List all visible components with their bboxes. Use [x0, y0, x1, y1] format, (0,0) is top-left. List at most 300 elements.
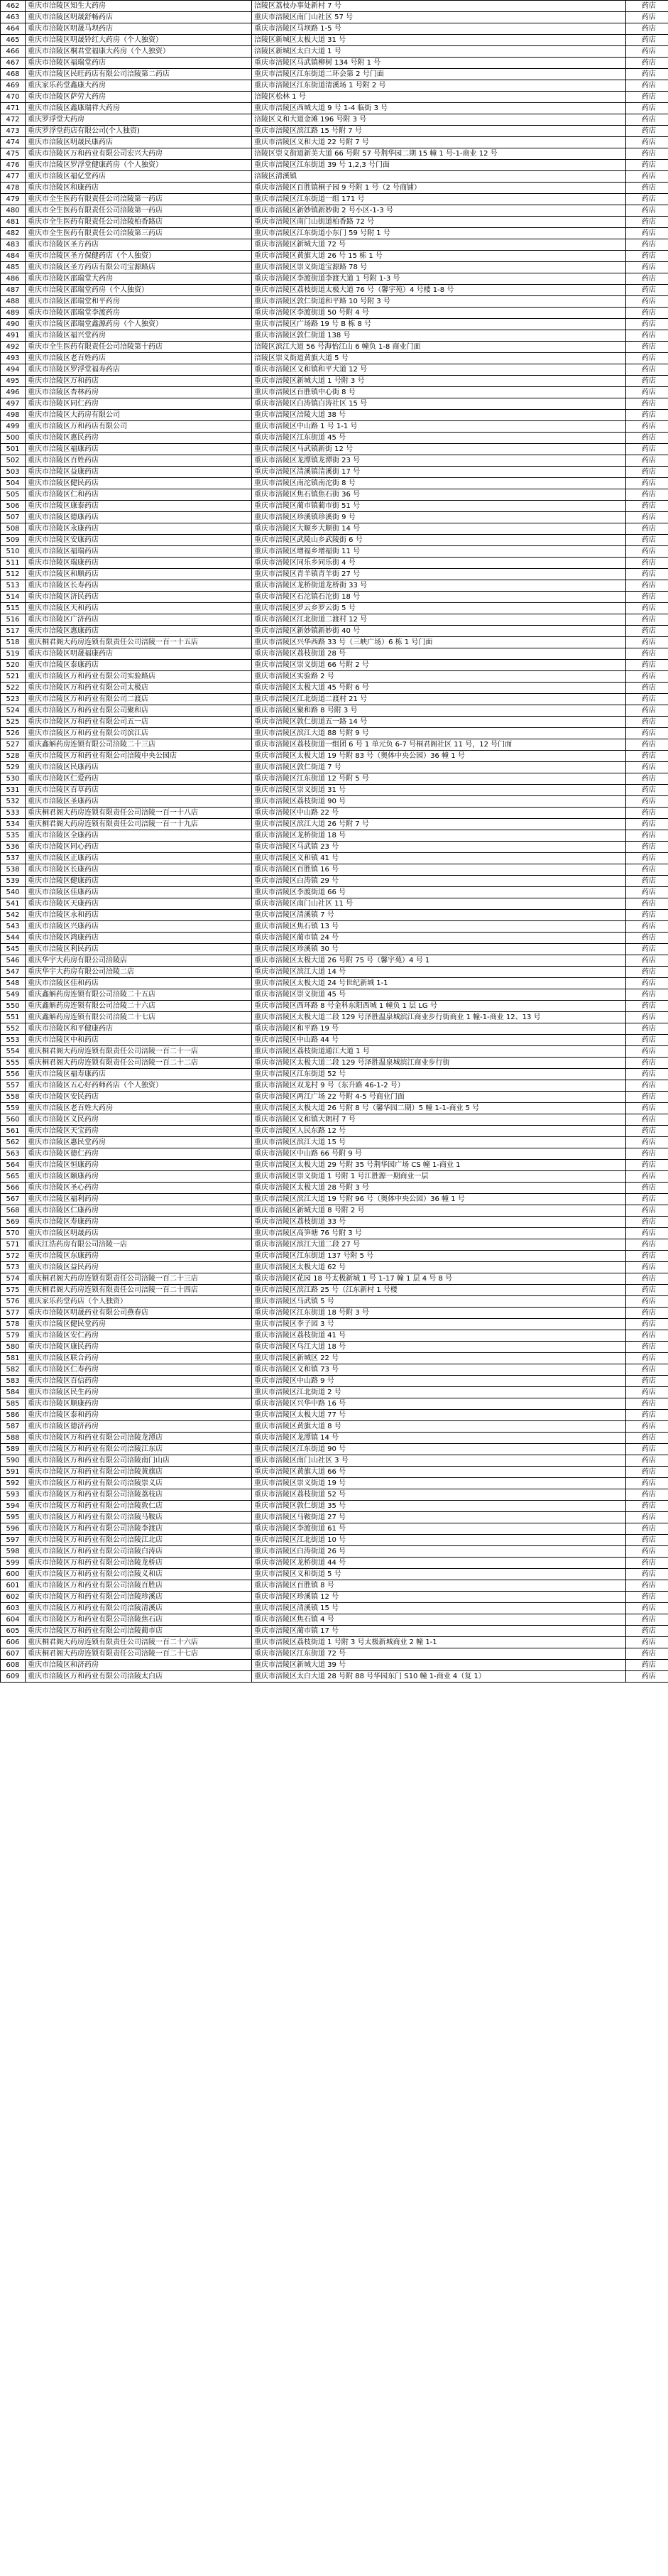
row-number-cell: 585 [1, 1398, 26, 1410]
row-number-cell: 566 [1, 1183, 26, 1194]
address-cell: 重庆市涪陵区南门山社区 11 号 [252, 898, 626, 910]
table-row [1, 35, 668, 46]
address-cell: 重庆市涪陵区龙桥街道 44 号 [252, 1558, 626, 1569]
category-cell: 药店 [626, 944, 668, 955]
address-cell: 涪陵区滨江大道 56 号海怡江山 6 幢负 1-8 商业门面 [252, 342, 626, 353]
pharmacy-name-cell: 重庆市涪陵区惠民堂药房 [26, 1137, 252, 1148]
address-cell: 重庆市涪陵区江东街道二环会第 2 号门面 [252, 69, 626, 80]
pharmacy-name-cell: 重庆市涪陵区杏林药房 [26, 387, 252, 398]
table-row [1, 205, 668, 217]
address-cell: 重庆市涪陵区太极大道 62 号 [252, 1262, 626, 1273]
category-cell: 药店 [626, 1137, 668, 1148]
table-row [1, 103, 668, 114]
pharmacy-name-cell: 重庆市涪陵区罗浮堂健康药房（个人独资） [26, 160, 252, 171]
category-cell: 药店 [626, 353, 668, 364]
table-row [1, 1387, 668, 1398]
category-cell: 药店 [626, 523, 668, 535]
table-row [1, 353, 668, 364]
row-number-cell: 587 [1, 1421, 26, 1433]
table-row [1, 1637, 668, 1648]
row-number-cell: 529 [1, 762, 26, 773]
row-number-cell: 514 [1, 592, 26, 603]
address-cell: 重庆市涪陵区兴华中路 16 号 [252, 1398, 626, 1410]
pharmacy-name-cell: 重庆市涪陵区德康药店 [26, 512, 252, 523]
address-cell: 重庆市涪陵区同乐乡同乐街 4 号 [252, 558, 626, 569]
category-cell: 药店 [626, 478, 668, 489]
address-cell: 重庆市涪陵区珍溪镇珍溪街 9 号 [252, 512, 626, 523]
pharmacy-name-cell: 重庆罗浮堂药店有限公司(个人独资) [26, 126, 252, 137]
address-cell: 重庆市涪陵区南门山街道柏香路 72 号 [252, 217, 626, 228]
address-cell: 重庆市涪陵区义和镇 41 号 [252, 853, 626, 864]
category-cell: 药店 [626, 296, 668, 308]
pharmacy-name-cell: 重庆市涪陵区万和药业有限公司涪陵马鞍店 [26, 1512, 252, 1523]
address-cell: 重庆市涪陵区马武镇柳树 134 号附 1 号 [252, 58, 626, 69]
row-number-cell: 608 [1, 1660, 26, 1671]
address-cell: 重庆市涪陵区实验路 2 号 [252, 671, 626, 683]
row-number-cell: 506 [1, 501, 26, 512]
pharmacy-name-cell: 重庆市涪陵区万和药业有限公司太极店 [26, 683, 252, 694]
table-row [1, 444, 668, 455]
pharmacy-name-cell: 重庆市涪陵区福利药房 [26, 1194, 252, 1205]
category-cell: 药店 [626, 376, 668, 387]
table-row [1, 92, 668, 103]
address-cell: 重庆市涪陵区增福乡增福街 11 号 [252, 546, 626, 558]
row-number-cell: 603 [1, 1603, 26, 1614]
category-cell: 药店 [626, 717, 668, 728]
row-number-cell: 538 [1, 864, 26, 876]
address-cell: 重庆市涪陵区敦仁街道 138 号 [252, 330, 626, 342]
address-cell: 重庆市涪陵区清溪镇清溪街 17 号 [252, 467, 626, 478]
address-cell: 重庆市涪陵区江东街道 52 号 [252, 1069, 626, 1080]
pharmacy-name-cell: 重庆市涪陵区万和药业有限公司涪陵龙桥店 [26, 1558, 252, 1569]
category-cell: 药店 [626, 46, 668, 58]
address-cell: 重庆市涪陵区焦石镇 13 号 [252, 921, 626, 933]
address-cell: 重庆市涪陵区南门山社区 57 号 [252, 12, 626, 23]
row-number-cell: 518 [1, 637, 26, 648]
address-cell: 重庆市涪陵区崇义街道 31 号 [252, 785, 626, 796]
table-row [1, 1603, 668, 1614]
pharmacy-name-cell: 重庆市涪陵区万和药业有限公司涪陵蔺市店 [26, 1626, 252, 1637]
row-number-cell: 476 [1, 160, 26, 171]
row-number-cell: 496 [1, 387, 26, 398]
category-cell: 药店 [626, 1671, 668, 1683]
category-cell: 药店 [626, 1626, 668, 1637]
category-cell: 药店 [626, 58, 668, 69]
address-cell: 重庆市涪陵区珍溪镇 30 号 [252, 944, 626, 955]
pharmacy-name-cell: 重庆市涪陵区邵瑞堂和平药房 [26, 296, 252, 308]
address-cell: 重庆市涪陵区滨江大道二段 27 号 [252, 1239, 626, 1251]
row-number-cell: 527 [1, 739, 26, 751]
row-number-cell: 577 [1, 1308, 26, 1319]
table-row [1, 1046, 668, 1058]
pharmacy-name-cell: 重庆市涪陵区长寿药店 [26, 580, 252, 592]
address-cell: 涪陵区新城区太极大道 31 号 [252, 35, 626, 46]
table-row [1, 285, 668, 296]
table-row [1, 1023, 668, 1035]
row-number-cell: 601 [1, 1580, 26, 1592]
address-cell: 重庆市涪陵区滨江路 25 号（江东新村 1 号楼 [252, 1285, 626, 1296]
pharmacy-name-cell: 重庆市涪陵区顺康药房 [26, 1398, 252, 1410]
row-number-cell: 475 [1, 148, 26, 160]
category-cell: 药店 [626, 580, 668, 592]
row-number-cell: 464 [1, 23, 26, 35]
row-number-cell: 486 [1, 273, 26, 285]
row-number-cell: 602 [1, 1592, 26, 1603]
row-number-cell: 467 [1, 58, 26, 69]
category-cell: 药店 [626, 1444, 668, 1455]
row-number-cell: 480 [1, 205, 26, 217]
category-cell: 药店 [626, 1148, 668, 1160]
table-row [1, 1535, 668, 1546]
pharmacy-name-cell: 重庆市涪陵区萨劳大药房 [26, 92, 252, 103]
row-number-cell: 576 [1, 1296, 26, 1308]
category-cell: 药店 [626, 1478, 668, 1489]
address-cell: 涪陵区崇义街道新美大道 66 号附 57 号荆华园二期 15 幢 1 号-1-商业 12 号 [252, 148, 626, 160]
pharmacy-name-cell: 重庆市涪陵区圣心药房 [26, 1183, 252, 1194]
category-cell: 药店 [626, 967, 668, 978]
address-cell: 重庆市涪陵区江东街道一组 171 号 [252, 194, 626, 205]
address-cell: 重庆市涪陵区新妙镇新妙街 2 号小区-1-3 号 [252, 205, 626, 217]
row-number-cell: 553 [1, 1035, 26, 1046]
row-number-cell: 499 [1, 421, 26, 433]
row-number-cell: 474 [1, 137, 26, 148]
table-row [1, 319, 668, 330]
table-row [1, 1478, 668, 1489]
table-row [1, 501, 668, 512]
row-number-cell: 502 [1, 455, 26, 467]
category-cell: 药店 [626, 887, 668, 898]
table-row [1, 921, 668, 933]
row-number-cell: 530 [1, 773, 26, 785]
table-row [1, 148, 668, 160]
category-cell: 药店 [626, 489, 668, 501]
address-cell: 重庆市涪陵区南沱镇南沱街 8 号 [252, 478, 626, 489]
pharmacy-name-cell: 重庆市涪陵区泰和药房 [26, 1410, 252, 1421]
table-row [1, 626, 668, 637]
address-cell: 重庆市涪陵区崇义街道 66 号附 2 号 [252, 660, 626, 671]
category-cell: 药店 [626, 455, 668, 467]
table-row [1, 1205, 668, 1217]
address-cell: 重庆市涪陵区涪陵大道 38 号 [252, 410, 626, 421]
table-row [1, 1262, 668, 1273]
table-row [1, 1092, 668, 1103]
row-number-cell: 558 [1, 1092, 26, 1103]
pharmacy-name-cell: 重庆家乐药堂药店（个人独资） [26, 1296, 252, 1308]
category-cell: 药店 [626, 1171, 668, 1183]
category-cell: 药店 [626, 23, 668, 35]
category-cell: 药店 [626, 1421, 668, 1433]
table-row [1, 603, 668, 614]
row-number-cell: 485 [1, 262, 26, 273]
row-number-cell: 549 [1, 989, 26, 1001]
pharmacy-name-cell: 重庆市涪陵区邵瑞堂李渡药房 [26, 308, 252, 319]
pharmacy-name-cell: 重庆市涪陵区万和药业有限公司涪陵百胜店 [26, 1580, 252, 1592]
address-cell: 重庆市涪陵区西城大道 9 号 1-4 临街 3 号 [252, 103, 626, 114]
row-number-cell: 482 [1, 228, 26, 239]
table-row [1, 137, 668, 148]
table-row [1, 1580, 668, 1592]
category-cell: 药店 [626, 512, 668, 523]
row-number-cell: 545 [1, 944, 26, 955]
address-cell: 重庆市涪陵区太极大道 29 号附 35 号荆华园广场 CS 幢 1-商业 1 [252, 1160, 626, 1171]
category-cell: 药店 [626, 1398, 668, 1410]
table-row [1, 637, 668, 648]
category-cell: 药店 [626, 183, 668, 194]
category-cell: 药店 [626, 819, 668, 830]
category-cell: 药店 [626, 1228, 668, 1239]
address-cell: 重庆市涪陵区滨江大道 19 号附 96 号（奥体中央公园）36 幢 1 号 [252, 1194, 626, 1205]
pharmacy-name-cell: 重庆市涪陵区万和药业有限公司涪陵义和店 [26, 1569, 252, 1580]
pharmacy-name-cell: 重庆市涪陵区圣方药店 [26, 239, 252, 251]
row-number-cell: 557 [1, 1080, 26, 1092]
row-number-cell: 504 [1, 478, 26, 489]
row-number-cell: 509 [1, 535, 26, 546]
table-row [1, 1455, 668, 1467]
category-cell: 药店 [626, 705, 668, 717]
pharmacy-name-cell: 重庆市涪陵区天和药店 [26, 603, 252, 614]
row-number-cell: 599 [1, 1558, 26, 1569]
pharmacy-name-cell: 重庆市涪陵区颐康药房 [26, 1171, 252, 1183]
address-cell: 重庆市涪陵区马武镇新街 12 号 [252, 444, 626, 455]
row-number-cell: 579 [1, 1330, 26, 1342]
pharmacy-name-cell: 重庆市涪陵区健康药店 [26, 876, 252, 887]
row-number-cell: 513 [1, 580, 26, 592]
address-cell: 重庆市涪陵区荔枝街道一组团 6 号 1 单元负 6-7 号桐君阁社区 11 号，12 号门面 [252, 739, 626, 751]
address-cell: 重庆市涪陵区新城大道 72 号 [252, 239, 626, 251]
category-cell: 药店 [626, 1501, 668, 1512]
address-cell: 重庆市涪陵区焦石镇 4 号 [252, 1614, 626, 1626]
category-cell: 药店 [626, 1058, 668, 1069]
category-cell: 药店 [626, 444, 668, 455]
table-row [1, 830, 668, 842]
table-row [1, 387, 668, 398]
address-cell: 重庆市涪陵区高笋塘 76 号附 3 号 [252, 1228, 626, 1239]
address-cell: 重庆市涪陵区新城大道 8 号附 2 号 [252, 1205, 626, 1217]
table-row [1, 1001, 668, 1012]
table-row [1, 433, 668, 444]
pharmacy-name-cell: 重庆市涪陵区联合药房 [26, 1353, 252, 1364]
row-number-cell: 510 [1, 546, 26, 558]
category-cell: 药店 [626, 876, 668, 887]
table-row [1, 1433, 668, 1444]
pharmacy-name-cell: 重庆鑫斛药房连锁有限公司涪陵二十六店 [26, 1001, 252, 1012]
category-cell: 药店 [626, 842, 668, 853]
pharmacy-name-cell: 重庆桐君阁大药房连锁有限责任公司涪陵一百一十九店 [26, 819, 252, 830]
row-number-cell: 605 [1, 1626, 26, 1637]
address-cell: 重庆市涪陵区焦石镇焦石街 36 号 [252, 489, 626, 501]
category-cell: 药店 [626, 1035, 668, 1046]
pharmacy-name-cell: 重庆桐君阁大药房连锁有限责任公司涪陵一百二十三店 [26, 1273, 252, 1285]
row-number-cell: 562 [1, 1137, 26, 1148]
address-cell: 重庆市涪陵区马武镇 23 号 [252, 842, 626, 853]
category-cell: 药店 [626, 194, 668, 205]
pharmacy-name-cell: 重庆桐君阁大药房连锁有限责任公司涪陵一百二十一店 [26, 1046, 252, 1058]
category-cell: 药店 [626, 421, 668, 433]
table-row [1, 933, 668, 944]
pharmacy-name-cell: 重庆市涪陵区兴康药店 [26, 921, 252, 933]
row-number-cell: 521 [1, 671, 26, 683]
row-number-cell: 500 [1, 433, 26, 444]
row-number-cell: 497 [1, 398, 26, 410]
pharmacy-name-cell: 重庆市涪陵区康民药房 [26, 1342, 252, 1353]
category-cell: 药店 [626, 80, 668, 92]
pharmacy-name-cell: 重庆市涪陵区明晟福康药店 [26, 648, 252, 660]
row-number-cell: 597 [1, 1535, 26, 1546]
row-number-cell: 578 [1, 1319, 26, 1330]
table-row [1, 1160, 668, 1171]
category-cell: 药店 [626, 808, 668, 819]
row-number-cell: 490 [1, 319, 26, 330]
category-cell: 药店 [626, 387, 668, 398]
row-number-cell: 535 [1, 830, 26, 842]
category-cell: 药店 [626, 148, 668, 160]
address-cell: 重庆市涪陵区蔺市镇 17 号 [252, 1626, 626, 1637]
address-cell: 重庆市涪陵区江东街道小东门 59 号附 1 号 [252, 228, 626, 239]
row-number-cell: 590 [1, 1455, 26, 1467]
category-cell: 药店 [626, 1489, 668, 1501]
address-cell: 重庆市涪陵区中山路 22 号 [252, 808, 626, 819]
table-row [1, 1069, 668, 1080]
category-cell: 药店 [626, 989, 668, 1001]
pharmacy-name-cell: 重庆市涪陵区桐君堂福康大药房（个人独资） [26, 46, 252, 58]
row-number-cell: 471 [1, 103, 26, 114]
category-cell: 药店 [626, 637, 668, 648]
address-cell: 重庆市涪陵区敦仁街道和平路 10 号附 3 号 [252, 296, 626, 308]
pharmacy-name-cell: 重庆市涪陵区邵瑞堂药房（个人独资） [26, 285, 252, 296]
row-number-cell: 463 [1, 12, 26, 23]
pharmacy-name-cell: 重庆市涪陵区万和药业有限公司涪陵白涛店 [26, 1546, 252, 1558]
address-cell: 重庆市涪陵区江东街道 45 号 [252, 433, 626, 444]
pharmacy-name-cell: 重庆市涪陵区圣方药店有限公司宝源路店 [26, 262, 252, 273]
pharmacy-name-cell: 重庆市涪陵区惠康药店 [26, 626, 252, 637]
row-number-cell: 595 [1, 1512, 26, 1523]
category-cell: 药店 [626, 1308, 668, 1319]
category-cell: 药店 [626, 1103, 668, 1114]
address-cell: 重庆市涪陵区中山路 1 号 1-1 号 [252, 421, 626, 433]
category-cell: 药店 [626, 171, 668, 183]
table-row [1, 592, 668, 603]
row-number-cell: 556 [1, 1069, 26, 1080]
table-row [1, 183, 668, 194]
address-cell: 重庆市涪陵区江东街道清溪场 1 号附 2 号 [252, 80, 626, 92]
address-cell: 重庆市涪陵区和平路 19 号 [252, 1023, 626, 1035]
category-cell: 药店 [626, 921, 668, 933]
row-number-cell: 533 [1, 808, 26, 819]
pharmacy-name-cell: 重庆市涪陵区德济药房 [26, 1421, 252, 1433]
pharmacy-name-cell: 重庆市全生医药有限责任公司涪陵第三药店 [26, 228, 252, 239]
category-cell: 药店 [626, 1092, 668, 1103]
pharmacy-name-cell: 重庆市涪陵区仁寿药房 [26, 1364, 252, 1376]
pharmacy-name-cell: 重庆市涪陵区万和药业有限公司涪陵黄旗店 [26, 1467, 252, 1478]
address-cell: 重庆市涪陵区石沱镇石沱街 18 号 [252, 592, 626, 603]
pharmacy-name-cell: 重庆市涪陵区和平健康药店 [26, 1023, 252, 1035]
address-cell: 重庆市涪陵区荔枝街道 52 号 [252, 1489, 626, 1501]
pharmacy-name-cell: 重庆市涪陵区和顺药店 [26, 569, 252, 580]
row-number-cell: 606 [1, 1637, 26, 1648]
table-row [1, 160, 668, 171]
table-row [1, 1285, 668, 1296]
category-cell: 药店 [626, 728, 668, 739]
pharmacy-name-cell: 重庆市涪陵区罗浮堂福寿药店 [26, 364, 252, 376]
row-number-cell: 604 [1, 1614, 26, 1626]
table-row [1, 1183, 668, 1194]
pharmacy-name-cell: 重庆鑫斛药房连锁有限公司涪陵二十五店 [26, 989, 252, 1001]
row-number-cell: 600 [1, 1569, 26, 1580]
table-row [1, 217, 668, 228]
address-cell: 重庆市涪陵区荔枝街道 41 号 [252, 1330, 626, 1342]
table-row [1, 1342, 668, 1353]
address-cell: 重庆市涪陵区太极大道 19 号附 83 号（奥体中央公园）36 幢 1 号 [252, 751, 626, 762]
row-number-cell: 495 [1, 376, 26, 387]
pharmacy-name-cell: 重庆桐君阁大药房连锁有限责任公司涪陵一百二十六店 [26, 1637, 252, 1648]
pharmacy-name-cell: 重庆市涪陵区鸿康药店 [26, 933, 252, 944]
address-cell: 重庆市涪陵区李渡街道 50 号附 4 号 [252, 308, 626, 319]
table-row [1, 1660, 668, 1671]
table-row [1, 785, 668, 796]
row-number-cell: 517 [1, 626, 26, 637]
table-row [1, 967, 668, 978]
pharmacy-name-cell: 重庆市涪陵区万和药业有限公司涪陵江北店 [26, 1535, 252, 1546]
table-row [1, 671, 668, 683]
address-cell: 重庆市涪陵区聚和路 8 号附 3 号 [252, 705, 626, 717]
address-cell: 重庆市涪陵区乌江大道 18 号 [252, 1342, 626, 1353]
address-cell: 重庆市涪陵区兴华西路 33 号（三峡广场）6 栋 1 号门面 [252, 637, 626, 648]
address-cell: 重庆市涪陵区敦仁街道 35 号 [252, 1501, 626, 1512]
pharmacy-name-cell: 重庆市涪陵区百信药房 [26, 1376, 252, 1387]
address-cell: 重庆市涪陵区新城大道 39 号 [252, 1660, 626, 1671]
address-cell: 重庆市涪陵区滨江大道 26 号附 7 号 [252, 819, 626, 830]
row-number-cell: 515 [1, 603, 26, 614]
address-cell: 重庆市涪陵区黄旗大道 26 号 15 栋 1 号 [252, 251, 626, 262]
pharmacy-name-cell: 重庆市涪陵区明晟药店 [26, 1228, 252, 1239]
address-cell: 重庆市涪陵区李渡街道李渡大道 1 号附 1-3 号 [252, 273, 626, 285]
table-row [1, 1330, 668, 1342]
pharmacy-name-cell: 重庆桐君阁大药房连锁有限责任公司涪陵一百二十四店 [26, 1285, 252, 1296]
table-row [1, 421, 668, 433]
table-row [1, 694, 668, 705]
address-cell: 重庆市涪陵区百胜镇桐子园 9 号附 1 号（2 号商铺） [252, 183, 626, 194]
pharmacy-name-cell: 重庆市涪陵区万和药业有限公司实验路店 [26, 671, 252, 683]
pharmacy-name-cell: 重庆市涪陵区仁爱药店 [26, 773, 252, 785]
table-row [1, 1137, 668, 1148]
address-cell: 重庆市涪陵区义和镇 73 号 [252, 1364, 626, 1376]
category-cell: 药店 [626, 308, 668, 319]
category-cell: 药店 [626, 535, 668, 546]
address-cell: 重庆市涪陵区义和镇大朗村 7 号 [252, 1114, 626, 1126]
pharmacy-name-cell: 重庆市涪陵区正康药店 [26, 853, 252, 864]
pharmacy-name-cell: 重庆市涪陵区同仁药房 [26, 398, 252, 410]
pharmacy-name-cell: 重庆市涪陵区康泰药店 [26, 501, 252, 512]
address-cell: 重庆市涪陵区江北街道二渡村 21 号 [252, 694, 626, 705]
address-cell: 重庆市涪陵区百胜镇 16 号 [252, 864, 626, 876]
row-number-cell: 607 [1, 1648, 26, 1660]
pharmacy-name-cell: 重庆市涪陵区泰康药店 [26, 660, 252, 671]
category-cell: 药店 [626, 898, 668, 910]
address-cell: 重庆市涪陵区马坝路 1-5 号 [252, 23, 626, 35]
table-row [1, 376, 668, 387]
pharmacy-name-cell: 重庆市涪陵区仁康药房 [26, 1205, 252, 1217]
address-cell: 重庆市涪陵区崇义街道宝源路 78 号 [252, 262, 626, 273]
table-row [1, 978, 668, 989]
pharmacy-name-cell: 重庆市涪陵区万和药业有限公司涪陵焦石店 [26, 1614, 252, 1626]
row-number-cell: 516 [1, 614, 26, 626]
address-cell: 重庆市涪陵区荔枝街道 90 号 [252, 796, 626, 808]
address-cell: 重庆市涪陵区白涛镇白涛社区 15 号 [252, 398, 626, 410]
row-number-cell: 573 [1, 1262, 26, 1273]
table-row [1, 478, 668, 489]
pharmacy-name-cell: 重庆市涪陵区瑞康药店 [26, 558, 252, 569]
category-cell: 药店 [626, 1546, 668, 1558]
